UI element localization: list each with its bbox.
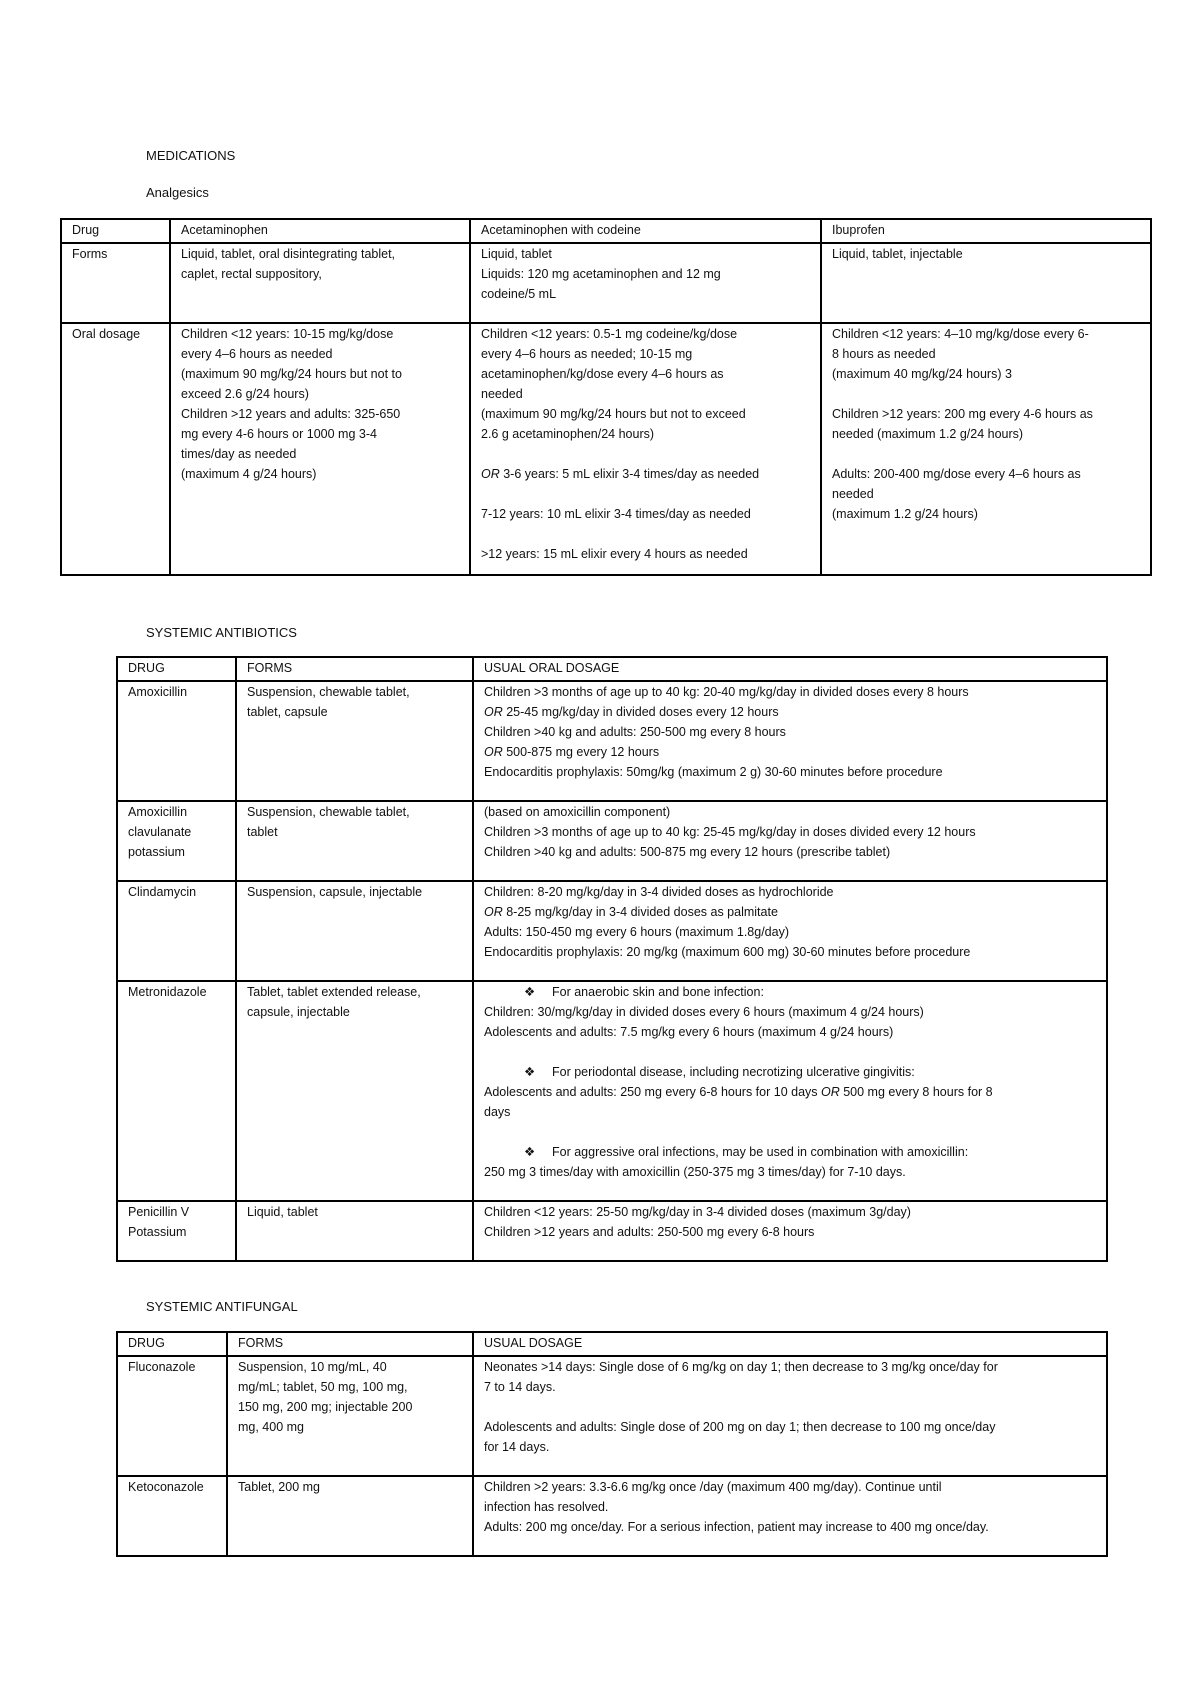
cell-line bbox=[484, 1082, 1096, 1102]
cell-line: >12 years: 15 mL elixir every 4 hours as needed bbox=[481, 547, 748, 561]
table-cell bbox=[470, 323, 821, 575]
cell-line: Children >3 months of age up to 40 kg: 25-45 mg/kg/day in doses divided every 12 hours bbox=[484, 825, 976, 839]
cell-line: Adults: 150-450 mg every 6 hours (maximum 1.8g/day) bbox=[484, 925, 789, 939]
bullet-text: For anaerobic skin and bone infection: bbox=[552, 985, 764, 999]
table-row bbox=[61, 243, 1151, 323]
spacer bbox=[481, 484, 810, 504]
section-heading-antibiotics: SYSTEMIC ANTIBIOTICS bbox=[146, 625, 297, 640]
bullet-item bbox=[484, 982, 1096, 1002]
row-label: Forms bbox=[61, 243, 170, 323]
cell-text: Adolescents and adults: 250 mg every 6-8 hours for 10 days bbox=[484, 1085, 821, 1099]
cell-line: 7-12 years: 10 mL elixir 3-4 times/day as needed bbox=[481, 507, 751, 521]
table-row bbox=[117, 881, 1107, 981]
table-cell bbox=[821, 243, 1151, 323]
table-row bbox=[117, 1201, 1107, 1261]
cell-line: Endocarditis prophylaxis: 50mg/kg (maximum 2 g) 30-60 minutes before procedure bbox=[484, 765, 943, 779]
cell-line: mg every 4-6 hours or 1000 mg 3-4 bbox=[181, 427, 377, 441]
table-cell bbox=[821, 323, 1151, 575]
cell-line: (maximum 90 mg/kg/24 hours but not to bbox=[181, 367, 402, 381]
table-row bbox=[117, 981, 1107, 1201]
spacer bbox=[484, 1042, 1096, 1062]
cell-line: Children >3 months of age up to 40 kg: 20-40 mg/kg/day in divided doses every 8 hours bbox=[484, 685, 969, 699]
section-heading-antifungal: SYSTEMIC ANTIFUNGAL bbox=[146, 1299, 298, 1314]
column-header: DRUG bbox=[117, 657, 236, 681]
cell-line: Tablet, tablet extended release, bbox=[247, 985, 421, 999]
cell-line: mg, 400 mg bbox=[238, 1420, 305, 1434]
diamond-bullet-icon: ❖ bbox=[524, 985, 536, 999]
cell-line: Penicillin V bbox=[128, 1205, 190, 1219]
table-cell bbox=[473, 981, 1107, 1201]
table-cell: Suspension, capsule, injectable bbox=[236, 881, 473, 981]
analgesics-table bbox=[60, 218, 1152, 576]
table-cell bbox=[236, 981, 473, 1201]
cell-line: times/day as needed bbox=[181, 447, 297, 461]
cell-line: (maximum 40 mg/kg/24 hours) 3 bbox=[832, 367, 1012, 381]
or-text: OR bbox=[484, 745, 503, 759]
cell-text: 500-875 mg every 12 hours bbox=[502, 745, 660, 759]
cell-line: Neonates >14 days: Single dose of 6 mg/kg on day 1; then decrease to 3 mg/kg once/day for bbox=[484, 1360, 998, 1374]
spacer bbox=[832, 384, 1140, 404]
or-text: OR bbox=[481, 467, 500, 481]
table-cell: Liquid, tablet bbox=[236, 1201, 473, 1261]
row-label: Oral dosage bbox=[61, 323, 170, 575]
cell-line: Children <12 years: 0.5-1 mg codeine/kg/dose bbox=[481, 327, 738, 341]
cell-text: 3-6 years: 5 mL elixir 3-4 times/day as needed bbox=[499, 467, 760, 481]
cell-line: 250 mg 3 times/day with amoxicillin (250-375 mg 3 times/day) for 7-10 days. bbox=[484, 1165, 906, 1179]
cell-line: 7 to 14 days. bbox=[484, 1380, 556, 1394]
table-cell bbox=[473, 881, 1107, 981]
cell-text: 500 mg every 8 hours for 8 bbox=[839, 1085, 993, 1099]
table-header-row bbox=[117, 1332, 1107, 1356]
antifungal-table bbox=[116, 1331, 1108, 1557]
column-header: Acetaminophen bbox=[170, 219, 470, 243]
cell-line: (maximum 90 mg/kg/24 hours but not to exceed bbox=[481, 407, 746, 421]
column-header: USUAL ORAL DOSAGE bbox=[473, 657, 1107, 681]
cell-line: Suspension, chewable tablet, bbox=[247, 685, 410, 699]
table-header-row bbox=[117, 657, 1107, 681]
spacer bbox=[481, 524, 810, 544]
cell-line bbox=[484, 702, 1096, 722]
table-cell bbox=[470, 243, 821, 323]
table-cell bbox=[170, 243, 470, 323]
cell-line: mg/mL; tablet, 50 mg, 100 mg, bbox=[238, 1380, 408, 1394]
column-header: Ibuprofen bbox=[821, 219, 1151, 243]
drug-name: Fluconazole bbox=[117, 1356, 227, 1476]
cell-line: Children >12 years: 200 mg every 4-6 hours as bbox=[832, 407, 1093, 421]
spacer bbox=[484, 1122, 1096, 1142]
column-header: FORMS bbox=[227, 1332, 473, 1356]
cell-line: Children >2 years: 3.3-6.6 mg/kg once /day (maximum 400 mg/day). Continue until bbox=[484, 1480, 942, 1494]
table-row bbox=[117, 681, 1107, 801]
cell-line: Children >40 kg and adults: 500-875 mg every 12 hours (prescribe tablet) bbox=[484, 845, 891, 859]
cell-line: Suspension, 10 mg/mL, 40 bbox=[238, 1360, 387, 1374]
cell-line: exceed 2.6 g/24 hours) bbox=[181, 387, 309, 401]
cell-line: 2.6 g acetaminophen/24 hours) bbox=[481, 427, 655, 441]
cell-line: needed (maximum 1.2 g/24 hours) bbox=[832, 427, 1024, 441]
table-row bbox=[117, 1476, 1107, 1556]
table-cell bbox=[473, 1356, 1107, 1476]
bullet-text: For aggressive oral infections, may be used in combination with amoxicillin: bbox=[552, 1145, 969, 1159]
bullet-item bbox=[484, 1142, 1096, 1162]
cell-line: Potassium bbox=[128, 1225, 187, 1239]
cell-line: every 4–6 hours as needed bbox=[181, 347, 333, 361]
column-header: Drug bbox=[61, 219, 170, 243]
cell-line: Amoxicillin bbox=[128, 805, 188, 819]
column-header: DRUG bbox=[117, 1332, 227, 1356]
table-cell bbox=[170, 323, 470, 575]
cell-line: Children <12 years: 25-50 mg/kg/day in 3-4 divided doses (maximum 3g/day) bbox=[484, 1205, 911, 1219]
drug-name bbox=[117, 801, 236, 881]
cell-line: Children >40 kg and adults: 250-500 mg every 8 hours bbox=[484, 725, 786, 739]
cell-line: Children: 30/mg/kg/day in divided doses every 6 hours (maximum 4 g/24 hours) bbox=[484, 1005, 924, 1019]
cell-line: every 4–6 hours as needed; 10-15 mg bbox=[481, 347, 693, 361]
or-text: OR bbox=[821, 1085, 840, 1099]
drug-name: Metronidazole bbox=[117, 981, 236, 1201]
cell-line: Children <12 years: 10-15 mg/kg/dose bbox=[181, 327, 394, 341]
table-row bbox=[61, 323, 1151, 575]
cell-line: capsule, injectable bbox=[247, 1005, 350, 1019]
cell-text: 25-45 mg/kg/day in divided doses every 12 hours bbox=[502, 705, 779, 719]
spacer bbox=[832, 444, 1140, 464]
cell-line bbox=[481, 464, 810, 484]
cell-line: potassium bbox=[128, 845, 185, 859]
cell-line: clavulanate bbox=[128, 825, 192, 839]
drug-name: Amoxicillin bbox=[117, 681, 236, 801]
bullet-text: For periodontal disease, including necrotizing ulcerative gingivitis: bbox=[552, 1065, 915, 1079]
table-row bbox=[117, 801, 1107, 881]
cell-line: tablet, capsule bbox=[247, 705, 328, 719]
cell-line: Adolescents and adults: 7.5 mg/kg every 6 hours (maximum 4 g/24 hours) bbox=[484, 1025, 894, 1039]
drug-name: Ketoconazole bbox=[117, 1476, 227, 1556]
cell-line: Children: 8-20 mg/kg/day in 3-4 divided doses as hydrochloride bbox=[484, 885, 834, 899]
spacer bbox=[484, 1397, 1096, 1417]
cell-line: infection has resolved. bbox=[484, 1500, 609, 1514]
cell-text: 8-25 mg/kg/day in 3-4 divided doses as palmitate bbox=[502, 905, 778, 919]
drug-name bbox=[117, 1201, 236, 1261]
cell-line: Adults: 200-400 mg/dose every 4–6 hours as bbox=[832, 467, 1081, 481]
cell-line: (maximum 4 g/24 hours) bbox=[181, 467, 317, 481]
cell-line: caplet, rectal suppository, bbox=[181, 267, 322, 281]
page-title: MEDICATIONS bbox=[146, 148, 236, 163]
table-cell bbox=[473, 681, 1107, 801]
column-header: FORMS bbox=[236, 657, 473, 681]
cell-line: Liquids: 120 mg acetaminophen and 12 mg bbox=[481, 267, 721, 281]
cell-line: for 14 days. bbox=[484, 1440, 550, 1454]
table-header-row bbox=[61, 219, 1151, 243]
column-header: Acetaminophen with codeine bbox=[470, 219, 821, 243]
cell-line: Endocarditis prophylaxis: 20 mg/kg (maximum 600 mg) 30-60 minutes before procedure bbox=[484, 945, 971, 959]
cell-line: Adolescents and adults: Single dose of 200 mg on day 1; then decrease to 100 mg once/day bbox=[484, 1420, 996, 1434]
cell-line: (maximum 1.2 g/24 hours) bbox=[832, 507, 978, 521]
cell-line: days bbox=[484, 1105, 511, 1119]
cell-line bbox=[484, 742, 1096, 762]
table-cell bbox=[473, 801, 1107, 881]
table-cell bbox=[227, 1356, 473, 1476]
cell-line: Liquid, tablet bbox=[481, 247, 552, 261]
diamond-bullet-icon: ❖ bbox=[524, 1065, 536, 1079]
antibiotics-table bbox=[116, 656, 1108, 1262]
table-cell bbox=[473, 1201, 1107, 1261]
cell-line: 8 hours as needed bbox=[832, 347, 936, 361]
or-text: OR bbox=[484, 705, 503, 719]
table-cell bbox=[236, 801, 473, 881]
drug-name: Clindamycin bbox=[117, 881, 236, 981]
section-heading-analgesics: Analgesics bbox=[146, 185, 209, 200]
cell-line: tablet bbox=[247, 825, 278, 839]
cell-line: Liquid, tablet, oral disintegrating tablet, bbox=[181, 247, 396, 261]
cell-line: Adults: 200 mg once/day. For a serious infection, patient may increase to 400 mg once/day. bbox=[484, 1520, 989, 1534]
or-text: OR bbox=[484, 905, 503, 919]
table-cell: Tablet, 200 mg bbox=[227, 1476, 473, 1556]
table-cell bbox=[236, 681, 473, 801]
diamond-bullet-icon: ❖ bbox=[524, 1145, 536, 1159]
cell-line: Liquid, tablet, injectable bbox=[832, 247, 963, 261]
cell-line: needed bbox=[832, 487, 874, 501]
cell-line: (based on amoxicillin component) bbox=[484, 805, 671, 819]
column-header: USUAL DOSAGE bbox=[473, 1332, 1107, 1356]
cell-line: 150 mg, 200 mg; injectable 200 bbox=[238, 1400, 413, 1414]
cell-line: needed bbox=[481, 387, 523, 401]
spacer bbox=[481, 444, 810, 464]
cell-line: acetaminophen/kg/dose every 4–6 hours as bbox=[481, 367, 724, 381]
cell-line bbox=[484, 902, 1096, 922]
table-cell bbox=[473, 1476, 1107, 1556]
cell-line: Suspension, chewable tablet, bbox=[247, 805, 410, 819]
bullet-item bbox=[484, 1062, 1096, 1082]
cell-line: Children <12 years: 4–10 mg/kg/dose every 6- bbox=[832, 327, 1089, 341]
cell-line: Children >12 years and adults: 250-500 mg every 6-8 hours bbox=[484, 1225, 815, 1239]
cell-line: codeine/5 mL bbox=[481, 287, 557, 301]
cell-line: Children >12 years and adults: 325-650 bbox=[181, 407, 401, 421]
table-row bbox=[117, 1356, 1107, 1476]
